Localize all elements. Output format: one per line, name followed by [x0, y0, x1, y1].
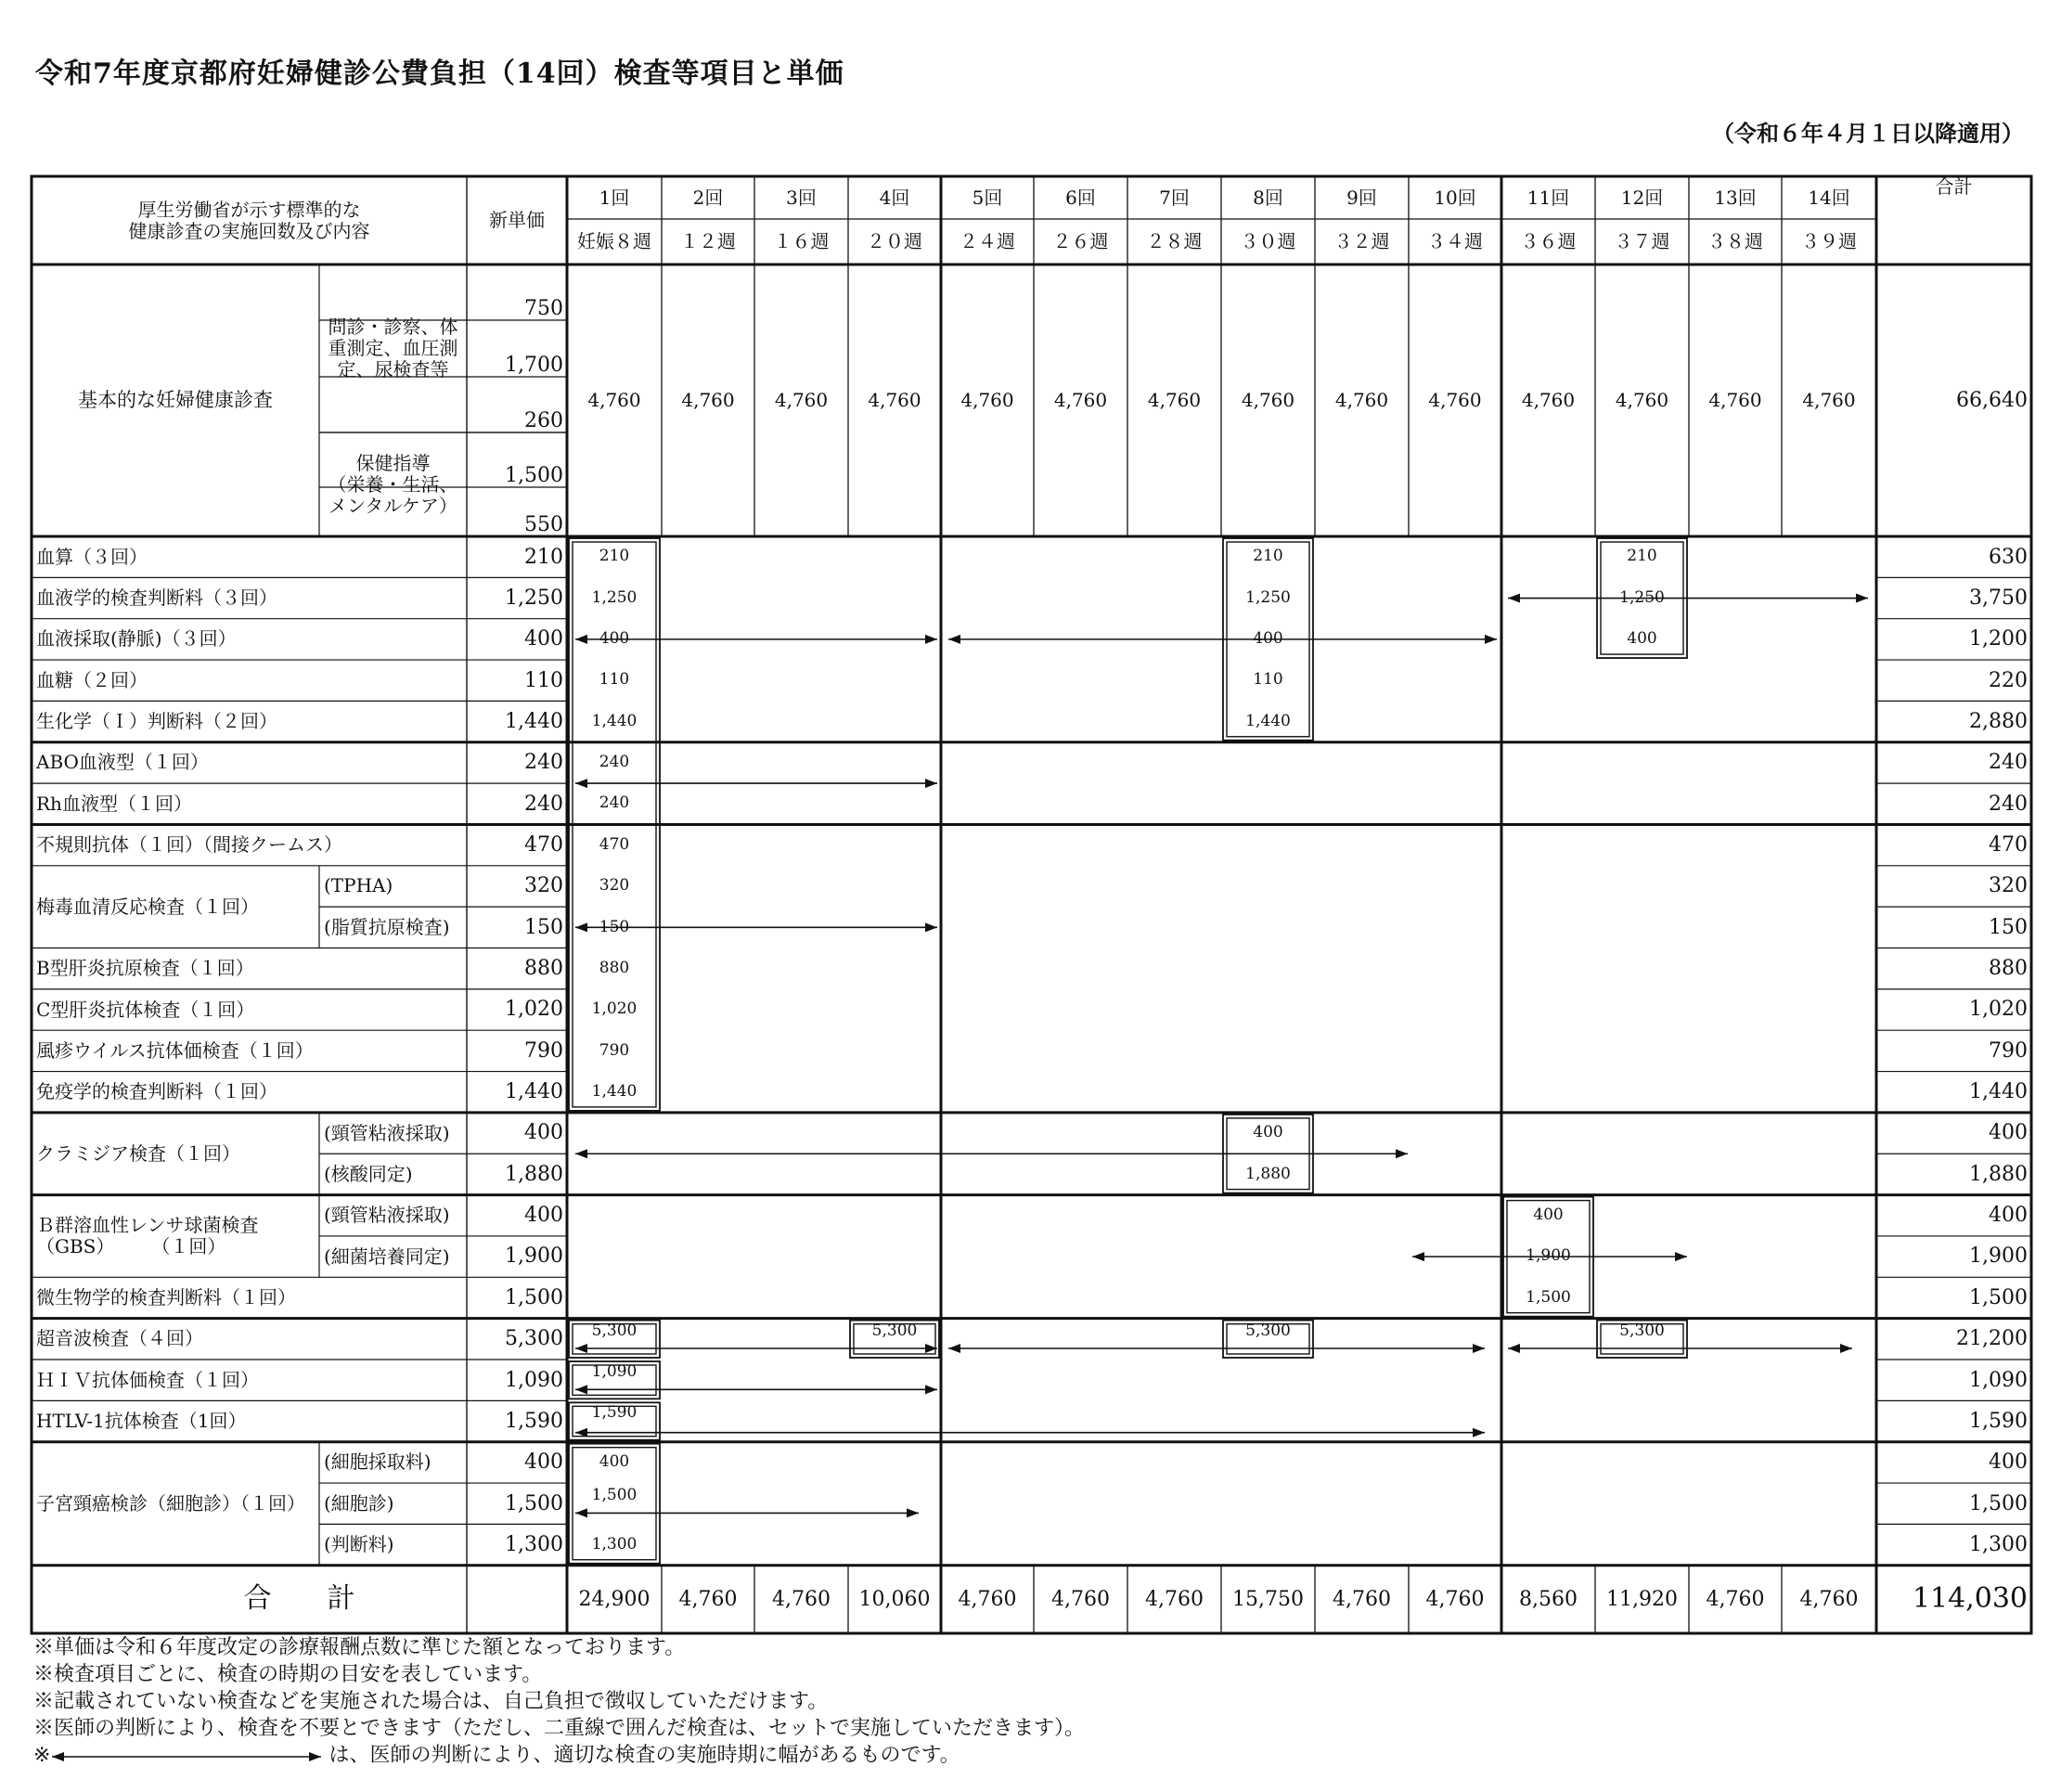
visit-test-amount: 110 [599, 670, 630, 690]
test-sub-label: (細菌培養同定) [324, 1244, 450, 1268]
test-label: HTLV-1抗体検査（1回） [36, 1410, 247, 1433]
visit-total: 4,760 [1706, 1587, 1765, 1611]
visit-test-amount: 470 [599, 834, 630, 854]
test-unit-price: 400 [524, 1450, 563, 1475]
test-label: 血算（３回） [36, 545, 148, 568]
visit-total: 24,900 [578, 1587, 650, 1611]
test-total: 1,880 [1969, 1162, 2028, 1186]
test-sub-label: (頸管粘液採取) [324, 1121, 450, 1144]
visit-header: 9回 [1346, 186, 1377, 209]
test-total: 220 [1989, 668, 2028, 692]
test-unit-price: 320 [524, 874, 563, 898]
test-total: 400 [1989, 1450, 2028, 1475]
arrow-blood-type-head-right [925, 779, 937, 788]
note-3: ※記載されていない検査などを実施された場合は、自己負担で徴収していただけます。 [33, 1690, 829, 1713]
visit-test-amount: 1,250 [1619, 587, 1665, 607]
test-total: 1,020 [1969, 998, 2028, 1022]
visit-total: 4,760 [1425, 1587, 1485, 1611]
arrow-chlamydia-head-left [575, 1149, 587, 1158]
test-total: 1,500 [1969, 1285, 2028, 1309]
arrow-chlamydia-head-right [1396, 1149, 1408, 1158]
visit-test-amount: 240 [599, 793, 630, 813]
visit-test-amount: 880 [599, 958, 630, 977]
week-header: ３４週 [1427, 230, 1483, 252]
visit-test-amount: 5,300 [1619, 1321, 1665, 1340]
basic-price: 1,500 [505, 463, 563, 487]
test-unit-price: 880 [524, 957, 563, 981]
basic-visit-amount: 4,760 [868, 389, 921, 411]
test-unit-price: 1,440 [505, 709, 563, 733]
visit-total: 4,760 [958, 1587, 1017, 1611]
basic-visit-amount: 4,760 [681, 389, 735, 411]
test-total: 2,880 [1969, 709, 2028, 733]
header-total-label: 合計 [1935, 175, 1973, 198]
visit-total: 10,060 [858, 1587, 931, 1611]
test-total: 320 [1989, 874, 2028, 898]
visit-test-amount: 210 [599, 547, 630, 566]
visit-test-amount: 400 [599, 1452, 630, 1472]
test-unit-price: 1,900 [505, 1244, 563, 1269]
visit-test-amount: 210 [1253, 547, 1283, 566]
test-label: 梅毒血清反応検査（１回） [36, 895, 259, 918]
test-unit-price: 1,090 [505, 1368, 563, 1392]
test-label: 血糖（２回） [36, 668, 148, 691]
visit-test-amount: 400 [1253, 1123, 1283, 1142]
basic-visit-amount: 4,760 [1241, 389, 1295, 411]
visit-test-amount: 400 [599, 629, 630, 649]
test-unit-price: 1,250 [505, 586, 563, 610]
document-title: 令和7年度京都府妊婦健診公費負担（14回）検査等項目と単価 [35, 58, 844, 90]
visit-test-amount: 5,300 [871, 1321, 918, 1340]
test-sub-label: (TPHA) [324, 874, 393, 897]
visit-test-amount: 1,090 [591, 1362, 638, 1381]
arrow-blood-mid-head-right [1485, 635, 1497, 644]
test-total: 240 [1989, 792, 2028, 816]
test-sub-label: (脂質抗原検査) [324, 915, 450, 938]
test-label: C型肝炎抗体検査（１回） [36, 998, 255, 1021]
effective-date: （令和６年４月１日以降適用） [1712, 120, 2024, 147]
note-5-text: は、医師の判断により、適切な検査の実施時期に幅があるものです。 [328, 1744, 960, 1767]
test-unit-price: 1,440 [505, 1080, 563, 1104]
test-label: クラミジア検査（１回） [36, 1141, 240, 1165]
arrow-blood-late-head-right [1856, 594, 1868, 603]
visit-test-amount: 110 [1253, 670, 1283, 690]
test-total: 1,440 [1969, 1080, 2028, 1104]
arrow-ultrasound-3-head-right [1840, 1344, 1852, 1353]
basic-visit-amount: 4,760 [1521, 389, 1576, 411]
visit-test-amount: 210 [1627, 547, 1657, 566]
visit-header: 7回 [1159, 186, 1190, 209]
week-header: ２６週 [1052, 230, 1109, 252]
basic-visit-amount: 4,760 [1708, 389, 1762, 411]
test-total: 400 [1989, 1204, 2028, 1228]
test-sub-label: (細胞診) [324, 1491, 394, 1515]
test-label: 風疹ウイルス抗体価検査（１回） [36, 1038, 314, 1062]
visit-test-amount: 400 [1533, 1205, 1564, 1224]
arrow-syphilis-head-right [925, 922, 937, 932]
week-header: ３８週 [1707, 230, 1763, 252]
test-total: 1,300 [1969, 1532, 2028, 1556]
visit-header: 5回 [972, 186, 1003, 209]
visit-test-amount: 1,880 [1245, 1164, 1291, 1183]
arrow-blood-early-head-right [925, 635, 937, 644]
visit-total: 4,760 [1333, 1587, 1391, 1611]
visit-header: 1回 [599, 186, 630, 209]
week-header: １２週 [680, 230, 736, 252]
week-header: ３６週 [1520, 230, 1577, 252]
test-label: 生化学（Ｉ）判断料（２回） [36, 710, 277, 733]
test-total: 3,750 [1969, 586, 2028, 610]
basic-total: 66,640 [1956, 388, 2028, 412]
test-sub-label: (判断料) [324, 1533, 394, 1556]
test-label: Rh血液型（１回） [36, 792, 192, 815]
basic-visit-amount: 4,760 [1334, 389, 1389, 411]
week-header: ２８週 [1146, 230, 1203, 252]
test-unit-price: 400 [524, 1204, 563, 1228]
visit-total: 4,760 [1799, 1587, 1859, 1611]
test-total: 470 [1989, 832, 2028, 857]
visit-test-amount: 400 [1253, 629, 1283, 649]
visit-test-amount: 240 [599, 753, 630, 772]
test-total: 1,090 [1969, 1368, 2028, 1392]
test-unit-price: 1,500 [505, 1285, 563, 1309]
arrow-ultrasound-2-head-right [1473, 1344, 1485, 1353]
basic-visit-amount: 4,760 [960, 389, 1014, 411]
visit-header: 3回 [786, 186, 817, 209]
test-sub-label: (頸管粘液採取) [324, 1204, 450, 1227]
grand-total: 114,030 [1912, 1582, 2028, 1616]
basic-price: 260 [524, 408, 563, 432]
basic-price: 750 [524, 296, 563, 320]
basic-visit-amount: 4,760 [1802, 389, 1856, 411]
visit-total: 4,760 [772, 1587, 831, 1611]
basic-visit-amount: 4,760 [1147, 389, 1202, 411]
footnotes [33, 1634, 1085, 1769]
visit-test-amount: 1,500 [591, 1486, 638, 1505]
test-label: ＨＩＶ抗体価検査（１回） [36, 1368, 259, 1391]
visit-total: 11,920 [1606, 1587, 1678, 1611]
test-total: 880 [1989, 957, 2028, 981]
test-total: 1,590 [1969, 1409, 2028, 1433]
visit-test-amount: 1,440 [1245, 711, 1291, 730]
basic-checkup-label: 基本的な妊婦健康診査 [78, 389, 273, 412]
visit-test-amount: 1,020 [591, 999, 638, 1019]
visit-test-amount: 1,300 [591, 1534, 638, 1553]
note-1: ※単価は令和６年度改定の診療報酬点数に準じた額となっております。 [33, 1636, 686, 1659]
visit-test-amount: 400 [1627, 629, 1657, 649]
arrow-blood-late-head-left [1508, 594, 1520, 603]
test-total: 240 [1989, 751, 2028, 775]
basic-checkup-sub2: 保健指導 （栄養・生活、メンタルケア） [328, 451, 458, 517]
test-total: 1,200 [1969, 627, 2028, 651]
test-total: 400 [1989, 1121, 2028, 1145]
visit-header: 14回 [1808, 186, 1850, 209]
visit-header: 4回 [879, 186, 910, 209]
visit-total: 15,750 [1232, 1587, 1304, 1611]
visit-total: 4,760 [1145, 1587, 1204, 1611]
visit-header: 10回 [1434, 186, 1476, 209]
test-unit-price: 5,300 [505, 1327, 563, 1351]
week-header: ３７週 [1614, 230, 1670, 252]
note-2: ※検査項目ごとに、検査の時期の目安を表しています。 [33, 1663, 543, 1686]
test-sub-label: (核酸同定) [324, 1162, 413, 1185]
visit-header: 6回 [1065, 186, 1096, 209]
test-unit-price: 150 [524, 915, 563, 939]
visit-header: 2回 [692, 186, 724, 209]
visit-total: 4,760 [1051, 1587, 1110, 1611]
basic-visit-amount: 4,760 [587, 389, 641, 411]
week-header: ３０週 [1240, 230, 1296, 252]
test-unit-price: 1,300 [505, 1532, 563, 1556]
visit-header: 13回 [1714, 186, 1757, 209]
header-content-label: 厚生労働省が示す標準的な 健康診査の実施回数及び内容 [128, 198, 370, 242]
arrow-htlv-head-right [1473, 1428, 1485, 1437]
visit-test-amount: 150 [599, 917, 630, 936]
footer-total-label: 合 計 [243, 1582, 355, 1616]
test-total: 150 [1989, 915, 2028, 939]
visit-test-amount: 1,250 [591, 587, 638, 607]
visit-test-amount: 790 [599, 1040, 630, 1060]
test-total: 790 [1989, 1038, 2028, 1063]
test-label: 子宮頸癌検診（細胞診）（１回） [36, 1491, 305, 1515]
test-label: B型肝炎抗原検査（１回） [36, 957, 254, 980]
visit-header: 8回 [1253, 186, 1283, 209]
test-label: 微生物学的検査判断料（１回） [36, 1285, 296, 1309]
arrow-gbs-head-left [1412, 1252, 1424, 1261]
visit-header: 11回 [1526, 186, 1570, 209]
basic-visit-amount: 4,760 [1053, 389, 1108, 411]
test-unit-price: 240 [524, 751, 563, 775]
test-unit-price: 240 [524, 792, 563, 816]
week-header: １６週 [773, 230, 830, 252]
arrow-blood-mid-head-left [948, 635, 960, 644]
basic-checkup-sub1: 問診・診察、体重測定、血圧測定、尿検査等 [328, 316, 458, 380]
test-unit-price: 790 [524, 1038, 563, 1063]
arrow-hiv-head-right [925, 1385, 937, 1394]
visit-test-amount: 1,590 [591, 1403, 638, 1423]
visit-total: 4,760 [678, 1587, 738, 1611]
test-label: Ｂ群溶血性レンサ球菌検査 （GBS） （１回） [36, 1213, 259, 1257]
visit-total: 8,560 [1519, 1587, 1578, 1611]
test-unit-price: 1,500 [505, 1491, 563, 1515]
visit-test-amount: 5,300 [1245, 1321, 1291, 1340]
test-total: 630 [1989, 545, 2028, 569]
test-label: 不規則抗体（１回）（間接クームス） [36, 833, 342, 857]
week-header: 妊娠８週 [577, 230, 651, 252]
visit-header: 12回 [1620, 186, 1664, 209]
test-label: ABO血液型（１回） [36, 751, 209, 774]
visit-test-amount: 1,250 [1245, 587, 1291, 607]
visit-test-amount: 1,440 [591, 1081, 638, 1101]
basic-visit-amount: 4,760 [1428, 389, 1482, 411]
visit-test-amount: 1,440 [591, 711, 638, 730]
test-unit-price: 1,590 [505, 1409, 563, 1433]
basic-price: 550 [524, 512, 563, 536]
week-header: ３２週 [1333, 230, 1390, 252]
test-label: 免疫学的検査判断料（１回） [36, 1080, 277, 1103]
test-label: 血液学的検査判断料（３回） [36, 587, 277, 610]
note-4: ※医師の判断により、検査を不要とできます（ただし、二重線で囲んだ検査は、セットで実施していただきます）。 [33, 1717, 1086, 1740]
week-header: ２４週 [960, 230, 1015, 252]
test-sub-label: (細胞採取料) [324, 1450, 431, 1474]
arrow-ultrasound-2-head-left [948, 1344, 960, 1353]
visit-test-amount: 1,900 [1526, 1246, 1571, 1266]
header-unit-price-label: 新単価 [489, 209, 545, 231]
week-header: ２０週 [867, 230, 922, 252]
basic-visit-amount: 4,760 [774, 389, 829, 411]
week-header: ３９週 [1801, 230, 1857, 252]
arrow-gbs-head-right [1675, 1252, 1687, 1261]
test-unit-price: 1,880 [505, 1162, 563, 1186]
visit-test-amount: 5,300 [591, 1321, 638, 1340]
test-unit-price: 400 [524, 1121, 563, 1145]
basic-price: 1,700 [505, 353, 563, 377]
test-total: 1,500 [1969, 1491, 2028, 1515]
test-label: 血液採取(静脈)（３回） [36, 627, 237, 651]
test-unit-price: 1,020 [505, 998, 563, 1022]
test-unit-price: 110 [524, 668, 563, 692]
test-label: 超音波検査（４回） [36, 1327, 203, 1350]
arrow-cervical-head-right [907, 1508, 919, 1517]
test-total: 1,900 [1969, 1244, 2028, 1269]
test-unit-price: 400 [524, 627, 563, 651]
test-total: 21,200 [1956, 1327, 2028, 1351]
arrow-ultrasound-3-head-left [1508, 1344, 1520, 1353]
note-5-mark: ※ [33, 1744, 51, 1767]
note-5 [33, 1742, 1085, 1769]
visit-test-amount: 320 [599, 876, 630, 896]
test-unit-price: 470 [524, 832, 563, 857]
visit-test-amount: 1,500 [1526, 1287, 1571, 1307]
basic-visit-amount: 4,760 [1615, 389, 1669, 411]
test-unit-price: 210 [524, 545, 563, 569]
